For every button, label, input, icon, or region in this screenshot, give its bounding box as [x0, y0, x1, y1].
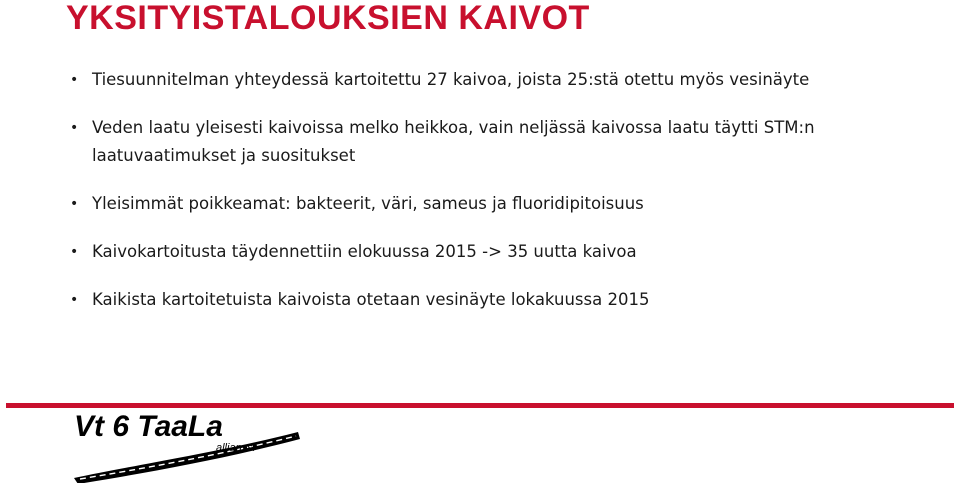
- bullet-list: [70, 66, 830, 334]
- bullet-text: Veden laatu yleisesti kaivoissa melko heikkoa, vain neljässä kaivossa laatu täytti STM:n laatuvaatimukset ja suositukset: [92, 118, 815, 165]
- logo-main-text: Vt 6 TaaLa: [74, 410, 223, 443]
- bullet-text: Kaikista kartoitetuista kaivoista otetaan vesinäyte lokakuussa 2015: [92, 290, 650, 309]
- bullet-dot-icon: •: [70, 196, 79, 212]
- bullet-item: [70, 286, 830, 314]
- bullet-text: Kaivokartoitusta täydennettiin elokuussa 2015 -> 35 uutta kaivoa: [92, 242, 637, 261]
- bullet-text: Tiesuunnitelman yhteydessä kartoitettu 27 kaivoa, joista 25:stä otettu myös vesinäyte: [92, 70, 810, 89]
- bullet-item: [70, 114, 830, 170]
- bullet-dot-icon: •: [70, 244, 79, 260]
- bullet-item: [70, 190, 830, 218]
- bullet-dot-icon: •: [70, 120, 79, 136]
- bullet-dot-icon: •: [70, 292, 79, 308]
- logo-sub-text: allianssi: [216, 442, 256, 454]
- vt6-taala-logo: [70, 408, 310, 483]
- slide-title: YKSITYISTALOUKSIEN KAIVOT: [66, 0, 590, 37]
- bullet-item: [70, 238, 830, 266]
- bullet-item: [70, 66, 830, 94]
- bullet-text: Yleisimmät poikkeamat: bakteerit, väri, sameus ja fluoridipitoisuus: [92, 194, 644, 213]
- bullet-dot-icon: •: [70, 72, 79, 88]
